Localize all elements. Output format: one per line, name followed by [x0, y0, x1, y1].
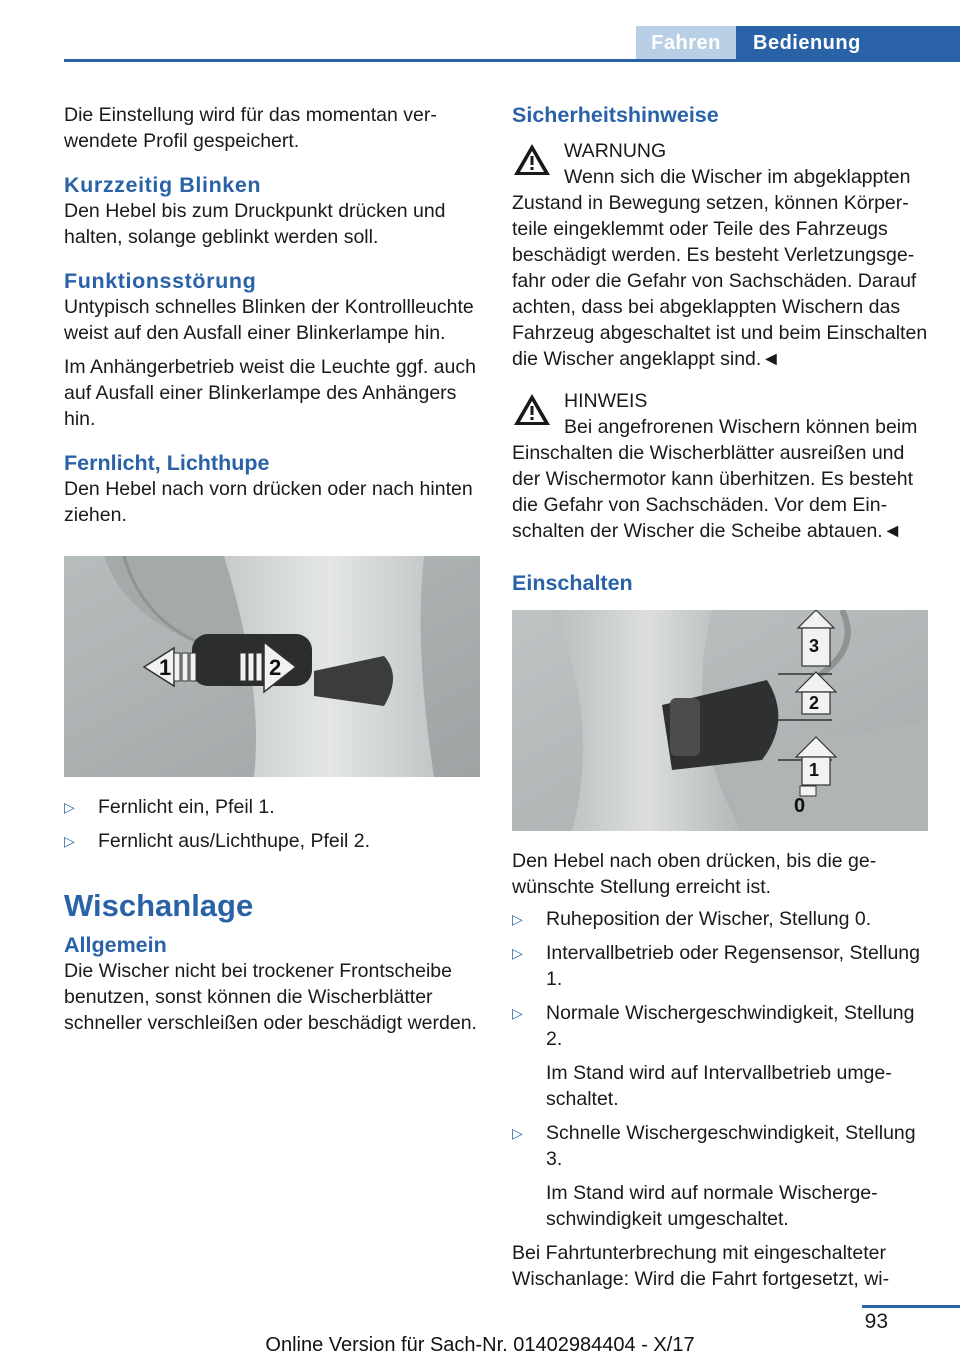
- warning-triangle-icon: [512, 142, 552, 178]
- heading-allgemein: Allgemein: [64, 933, 167, 957]
- list-item: ▷ Normale Wischergeschwindigkeit, Stellung 2. Im Stand wird auf Intervallbetrieb umgeschaltet.: [512, 1000, 928, 1112]
- funktionsstoerung-text-1: Untypisch schnelles Blinken der Kontrollleuchte weist auf den Ausfall einer Blinkerlampe hin.: [64, 296, 474, 344]
- heading-wischanlage: Wischanlage: [64, 888, 254, 923]
- wiper-label-0: 0: [794, 795, 806, 817]
- warning-block: [512, 138, 928, 164]
- right-column: [512, 102, 928, 1292]
- footer-rule: [862, 1305, 960, 1308]
- wiper-lever-illustration: [512, 610, 928, 831]
- heading-sicherheitshinweise: Sicherheitshinweise: [512, 103, 719, 127]
- heading-einschalten: Einschalten: [512, 571, 633, 595]
- hint-title: HINWEIS: [564, 390, 648, 412]
- funktionsstoerung-text-2: Im Anhängerbetrieb weist die Leuchte ggf. auch auf Ausfall einer Blinkerlampe des Anhängers hin.: [64, 356, 476, 430]
- wiper-label-1: 1: [809, 760, 820, 780]
- triangle-bullet-icon: ▷: [64, 799, 75, 815]
- wiper-label-3: 3: [809, 636, 820, 656]
- list-item: ▷ Ruheposition der Wischer, Stellung 0.: [512, 908, 872, 930]
- triangle-bullet-icon: ▷: [512, 1125, 523, 1141]
- wiper-positions-list: [512, 906, 928, 1232]
- list-item: ▷ Schnelle Wischergeschwindigkeit, Stellung 3. Im Stand wird auf normale Wischergeschwindigkeit umgeschaltet.: [512, 1120, 928, 1232]
- einschalten-figure: [512, 610, 928, 838]
- online-version-footer: Online Version für Sach-Nr. 01402984404 - X/17: [265, 1334, 695, 1356]
- einschalten-text: Den Hebel nach oben drücken, bis die gewünschte Stellung erreicht ist.: [512, 850, 877, 898]
- intro-text: Die Einstellung wird für das momentan verwendete Profil gespeichert.: [64, 104, 437, 152]
- tab-bedienung: Bedienung: [736, 26, 960, 59]
- hint-block: [512, 388, 928, 414]
- triangle-bullet-icon: ▷: [512, 1005, 523, 1021]
- fernlicht-list: [64, 794, 482, 854]
- page-number: 93: [864, 1310, 888, 1333]
- kurzzeitig-text: Den Hebel bis zum Druckpunkt drücken und halten, solange geblinkt werden soll.: [64, 200, 446, 248]
- list-item-subtext: Im Stand wird auf Intervallbetrieb umgeschaltet.: [546, 1062, 892, 1110]
- fernlicht-label-2: 2: [269, 655, 282, 680]
- list-item-subtext: Im Stand wird auf normale Wischergeschwindigkeit umgeschaltet.: [546, 1182, 878, 1230]
- list-item: ▷ Fernlicht aus/Lichthupe, Pfeil 2.: [64, 830, 371, 852]
- heading-fernlicht: Fernlicht, Lichthupe: [64, 451, 270, 475]
- header-rule: [64, 59, 960, 62]
- fernlicht-illustration: [64, 556, 480, 777]
- heading-kurzzeitig-blinken: Kurzzeitig Blinken: [64, 173, 262, 197]
- heading-funktionsstoerung: Funktionsstörung: [64, 269, 257, 293]
- triangle-bullet-icon: ▷: [64, 833, 75, 849]
- closing-text: Bei Fahrtunterbrechung mit eingeschalteter Wischanlage: Wird die Fahrt fortgesetzt, wi-: [512, 1242, 890, 1290]
- warning-title: WARNUNG: [564, 140, 667, 162]
- allgemein-text: Die Wischer nicht bei trockener Frontscheibe benutzen, sonst können die Wischerblätter schneller verschleißen oder beschädigt werden.: [64, 960, 477, 1034]
- triangle-bullet-icon: ▷: [512, 945, 523, 961]
- wiper-label-2: 2: [809, 693, 820, 713]
- warning-text: Wenn sich die Wischer im abgeklappten Zustand in Bewegung setzen, können Körperteile eingeklemmt oder Teile des Fahrzeugs beschädigt werden. Es besteht Verletzungsgefahr oder die Gefahr von Sachschäden. Darauf achten, dass bei abgeklappten Wischern das Fahrzeug abgeschaltet ist und beim Einschalten die Wischer angeklappt sind.◄: [512, 166, 928, 370]
- list-item: ▷ Fernlicht ein, Pfeil 1.: [64, 796, 275, 818]
- left-column: [64, 102, 482, 1036]
- fernlicht-label-1: 1: [159, 655, 172, 680]
- list-item: ▷ Intervallbetrieb oder Regensensor, Stellung 1.: [512, 942, 920, 990]
- fernlicht-figure: [64, 556, 482, 784]
- hint-text: Bei angefrorenen Wischern können beim Einschalten die Wischerblätter ausreißen und der Wischermotor kann überhitzen. Es besteht die Gefahr von Sachschäden. Vor dem Einschalten der Wischer die Scheibe abtauen.◄: [512, 416, 918, 542]
- tab-fahren: Fahren: [636, 26, 736, 59]
- warning-triangle-icon: [512, 392, 552, 428]
- triangle-bullet-icon: ▷: [512, 911, 523, 927]
- fernlicht-text: Den Hebel nach vorn drücken oder nach hinten ziehen.: [64, 478, 473, 526]
